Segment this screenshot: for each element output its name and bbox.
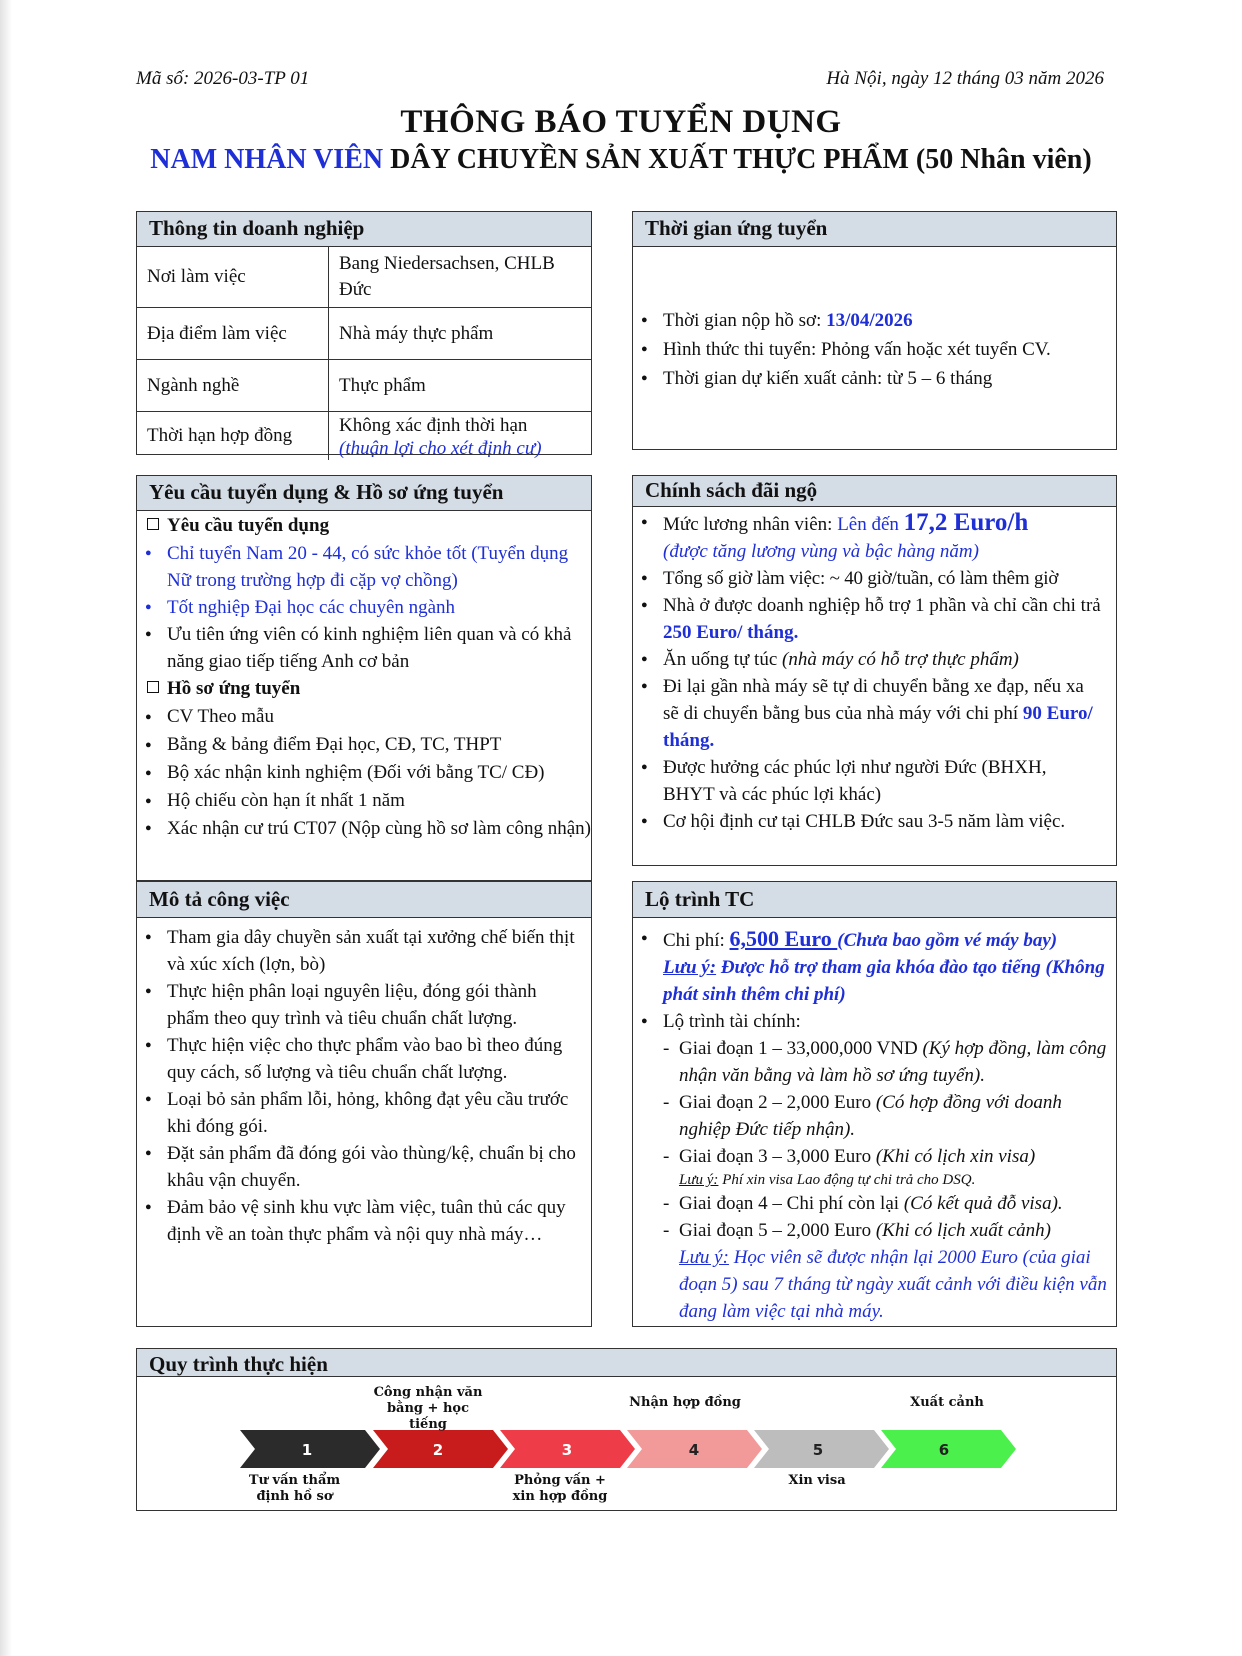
- salary-prefix: Lên đến: [837, 514, 904, 535]
- step-label-5: Xin visa: [788, 1473, 846, 1488]
- list-item: ● Xác nhận cư trú CT07 (Nộp cùng hồ sơ làm công nhận): [137, 815, 591, 842]
- job-description-list: [137, 924, 591, 1248]
- row-label: Nơi làm việc: [137, 247, 329, 308]
- salary-label: Mức lương nhân viên:: [663, 514, 838, 535]
- transport-text: Đi lại gần nhà máy sẽ tự di chuyển bằng xe đạp, nếu xa sẽ di chuyển bằng bus của nhà máy với chi phí: [663, 676, 1084, 724]
- chevron-step-5: [754, 1430, 889, 1468]
- step-label-2: Công nhận văn bằng + học tiếng: [373, 1385, 483, 1432]
- list-item: ● Chỉ tuyển Nam 20 - 44, có sức khỏe tốt (Tuyển dụng Nữ trong trường hợp đi cặp vợ chồng): [137, 540, 591, 594]
- stage-item: [633, 1143, 1108, 1170]
- list-item: [633, 646, 1116, 673]
- refund-note-label: Lưu ý:: [679, 1247, 729, 1268]
- documents-list: [137, 703, 591, 842]
- row-label: Ngành nghề: [137, 360, 329, 412]
- checkbox-icon: [147, 518, 159, 530]
- finance-heading: Lộ trình TC: [633, 882, 1116, 918]
- row-label: Thời hạn hợp đồng: [137, 412, 329, 461]
- list-item: ● Tổng số giờ làm việc: ~ 40 giờ/tuần, có làm thêm giờ: [633, 565, 1116, 592]
- benefits-heading: Chính sách đãi ngộ: [633, 476, 1116, 507]
- stage-text: Giai đoạn 4 – Chi phí còn lại: [679, 1193, 904, 1214]
- row-value: [329, 412, 592, 461]
- stage-note: (Có kết quả đỗ visa).: [903, 1193, 1063, 1214]
- list-item: ● Thực hiện việc cho thực phẩm vào bao bì theo đúng quy cách, số lượng và tiêu chuẩn chất lượng.: [137, 1032, 581, 1086]
- checkbox-icon: [147, 681, 159, 693]
- stage-item: [633, 1089, 1108, 1143]
- list-item: ● Bộ xác nhận kinh nghiệm (Đối với bằng TC/ CĐ): [137, 759, 591, 787]
- list-item: ● CV Theo mẫu: [137, 703, 591, 731]
- page-subtitle: [0, 144, 1242, 176]
- visa-fee-note-text: Phí xin visa Lao động tự chi trả cho DSQ.: [718, 1172, 976, 1188]
- process-heading: Quy trình thực hiện: [137, 1349, 1116, 1377]
- step-label-1: Tư vấn thẩm định hồ sơ: [248, 1473, 341, 1504]
- chevron-step-3: [500, 1430, 635, 1468]
- row-value: Thực phẩm: [329, 360, 592, 412]
- finance-list: [633, 925, 1116, 1035]
- document-date: Hà Nội, ngày 12 tháng 03 năm 2026: [826, 68, 1104, 89]
- salary-value: 17,2 Euro/h: [903, 509, 1029, 536]
- cost-value: 6,500 Euro: [729, 926, 838, 951]
- subtitle-rest: DÂY CHUYỀN SẢN XUẤT THỰC PHẨM (50 Nhân viên): [383, 144, 1092, 175]
- requirements-box: [136, 475, 592, 881]
- stage-item: [633, 1217, 1108, 1244]
- step-number: 1: [301, 1441, 313, 1459]
- documents-subtitle-text: Hồ sơ ứng tuyển: [167, 678, 301, 699]
- cost-note: (Chưa bao gồm vé máy bay): [837, 930, 1058, 951]
- list-item: [633, 509, 1116, 565]
- deadline-label: Thời gian nộp hồ sơ:: [663, 310, 827, 331]
- transport-value: 90 Euro/ tháng.: [663, 703, 1093, 751]
- table-row: [137, 360, 591, 412]
- refund-note: [633, 1244, 1108, 1325]
- list-item: [633, 306, 1116, 335]
- stage-note: (Ký hợp đồng, làm công nhận văn bằng và làm hồ sơ ứng tuyển).: [679, 1038, 1107, 1086]
- stage-item: [633, 1190, 1108, 1217]
- contract-note: (thuận lợi cho xét định cư): [339, 438, 542, 459]
- deadline-value: 13/04/2026: [826, 310, 913, 331]
- list-item: ● Bằng & bảng điểm Đại học, CĐ, TC, THPT: [137, 731, 591, 759]
- process-box: [136, 1348, 1117, 1511]
- list-item: ● Được hưởng các phúc lợi như người Đức (BHXH, BHYT và các phúc lợi khác): [633, 754, 1116, 808]
- stage-text: Giai đoạn 1 – 33,000,000 VND: [679, 1038, 923, 1059]
- stage-text: Giai đoạn 3 – 3,000 Euro: [679, 1146, 876, 1167]
- document-code: Mã số: 2026-03-TP 01: [136, 68, 310, 89]
- requirements-heading: Yêu cầu tuyển dụng & Hồ sơ ứng tuyển: [137, 476, 591, 511]
- list-item: ● Lộ trình tài chính:: [633, 1008, 1108, 1035]
- finance-stages: [633, 1035, 1116, 1325]
- table-row: [137, 247, 591, 308]
- step-label-6: Xuất cảnh: [910, 1395, 984, 1410]
- requirements-list: [137, 540, 591, 675]
- step-number: 3: [561, 1441, 573, 1459]
- food-text: Ăn uống tự túc: [663, 649, 783, 670]
- contract-type: Không xác định thời hạn: [339, 415, 528, 436]
- training-note-label: Lưu ý:: [663, 957, 717, 978]
- list-item: ● Hình thức thi tuyển: Phỏng vấn hoặc xét tuyển CV.: [633, 335, 1116, 364]
- refund-note-text: Học viên sẽ được nhận lại 2000 Euro (của giai đoạn 5) sau 7 tháng từ ngày xuất cảnh với điều kiện vẫn đang làm việc tại nhà máy.: [679, 1247, 1107, 1322]
- list-item: [633, 925, 1108, 1008]
- step-number: 4: [688, 1441, 700, 1459]
- list-item: ● Loại bỏ sản phẩm lỗi, hỏng, không đạt yêu cầu trước khi đóng gói.: [137, 1086, 581, 1140]
- subtitle-highlight: NAM NHÂN VIÊN: [150, 144, 384, 175]
- stage-note: (Khi có lịch xuất cảnh): [875, 1220, 1052, 1241]
- step-number: 5: [812, 1441, 824, 1459]
- list-item: ● Tham gia dây chuyền sản xuất tại xưởng chế biến thịt và xúc xích (lợn, bò): [137, 924, 581, 978]
- chevron-step-4: [627, 1430, 762, 1468]
- list-item: ● Ưu tiên ứng viên có kinh nghiệm liên quan và có khả năng giao tiếp tiếng Anh cơ bản: [137, 621, 591, 675]
- salary-note: (được tăng lương vùng và bậc hàng năm): [663, 541, 979, 562]
- cost-label: Chi phí:: [663, 930, 730, 951]
- housing-value: 250 Euro/ tháng.: [663, 622, 799, 643]
- benefits-list: [633, 509, 1116, 835]
- list-item: ● Cơ hội định cư tại CHLB Đức sau 3-5 năm làm việc.: [633, 808, 1116, 835]
- requirements-content: [137, 511, 591, 842]
- chevron-step-6: [881, 1430, 1016, 1468]
- row-label: Địa điểm làm việc: [137, 308, 329, 360]
- list-item: ● Tốt nghiệp Đại học các chuyên ngành: [137, 594, 591, 621]
- page-title: THÔNG BÁO TUYỂN DỤNG: [400, 104, 842, 140]
- stage-item: [633, 1035, 1108, 1089]
- stage-text: Giai đoạn 2 – 2,000 Euro: [679, 1092, 876, 1113]
- stage-note: (Có hợp đồng với doanh nghiệp Đức tiếp nhận).: [679, 1092, 1062, 1140]
- list-item: ● Đặt sản phẩm đã đóng gói vào thùng/kệ, chuẩn bị cho khâu vận chuyển.: [137, 1140, 581, 1194]
- food-note: (nhà máy có hỗ trợ thực phẩm): [782, 649, 1019, 670]
- training-note-text: Được hỗ trợ tham gia khóa đào tạo tiếng (Không phát sinh thêm chi phí): [663, 957, 1105, 1005]
- list-item: [633, 592, 1116, 646]
- company-info-table: [137, 247, 591, 460]
- step-label-3: Phỏng vấn + xin hợp đồng: [512, 1473, 608, 1504]
- application-time-list: [633, 306, 1116, 393]
- application-time-box: [632, 211, 1117, 450]
- step-number: 2: [432, 1441, 444, 1459]
- stage-note: (Khi có lịch xin visa): [875, 1146, 1036, 1167]
- list-item: ● Thời gian dự kiến xuất cảnh: từ 5 – 6 tháng: [633, 364, 1116, 393]
- step-label-4: Nhận hợp đồng: [629, 1395, 741, 1410]
- list-item: ● Thực hiện phân loại nguyên liệu, đóng gói thành phẩm theo quy trình và tiêu chuẩn chất lượng.: [137, 978, 581, 1032]
- list-item: ● Hộ chiếu còn hạn ít nhất 1 năm: [137, 787, 591, 815]
- table-row: [137, 412, 591, 461]
- requirements-subtitle-text: Yêu cầu tuyển dụng: [167, 515, 330, 536]
- visa-fee-note: [633, 1170, 1108, 1190]
- list-item: [633, 673, 1116, 754]
- requirements-subtitle: [137, 512, 591, 539]
- chevron-step-1: [240, 1430, 380, 1468]
- row-value: Bang Niedersachsen, CHLB Đức: [329, 247, 592, 308]
- list-item: ● Đảm bảo vệ sinh khu vực làm việc, tuân thủ các quy định về an toàn thực phẩm và nội quy nhà máy…: [137, 1194, 581, 1248]
- row-value: Nhà máy thực phẩm: [329, 308, 592, 360]
- company-info-box: [136, 211, 592, 459]
- step-number: 6: [938, 1441, 950, 1459]
- housing-text: Nhà ở được doanh nghiệp hỗ trợ 1 phần và chỉ cần chi trả: [663, 595, 1101, 616]
- visa-fee-note-label: Lưu ý:: [679, 1172, 719, 1188]
- benefits-box: [632, 475, 1117, 866]
- chevron-step-2: [373, 1430, 508, 1468]
- table-row: [137, 308, 591, 360]
- page-edge: [0, 0, 12, 1656]
- application-time-heading: Thời gian ứng tuyển: [633, 212, 1116, 247]
- documents-subtitle: [137, 675, 591, 702]
- finance-box: [632, 881, 1117, 1327]
- company-info-heading: Thông tin doanh nghiệp: [137, 212, 591, 247]
- job-description-box: [136, 881, 592, 1327]
- stage-text: Giai đoạn 5 – 2,000 Euro: [679, 1220, 876, 1241]
- job-description-heading: Mô tả công việc: [137, 882, 591, 918]
